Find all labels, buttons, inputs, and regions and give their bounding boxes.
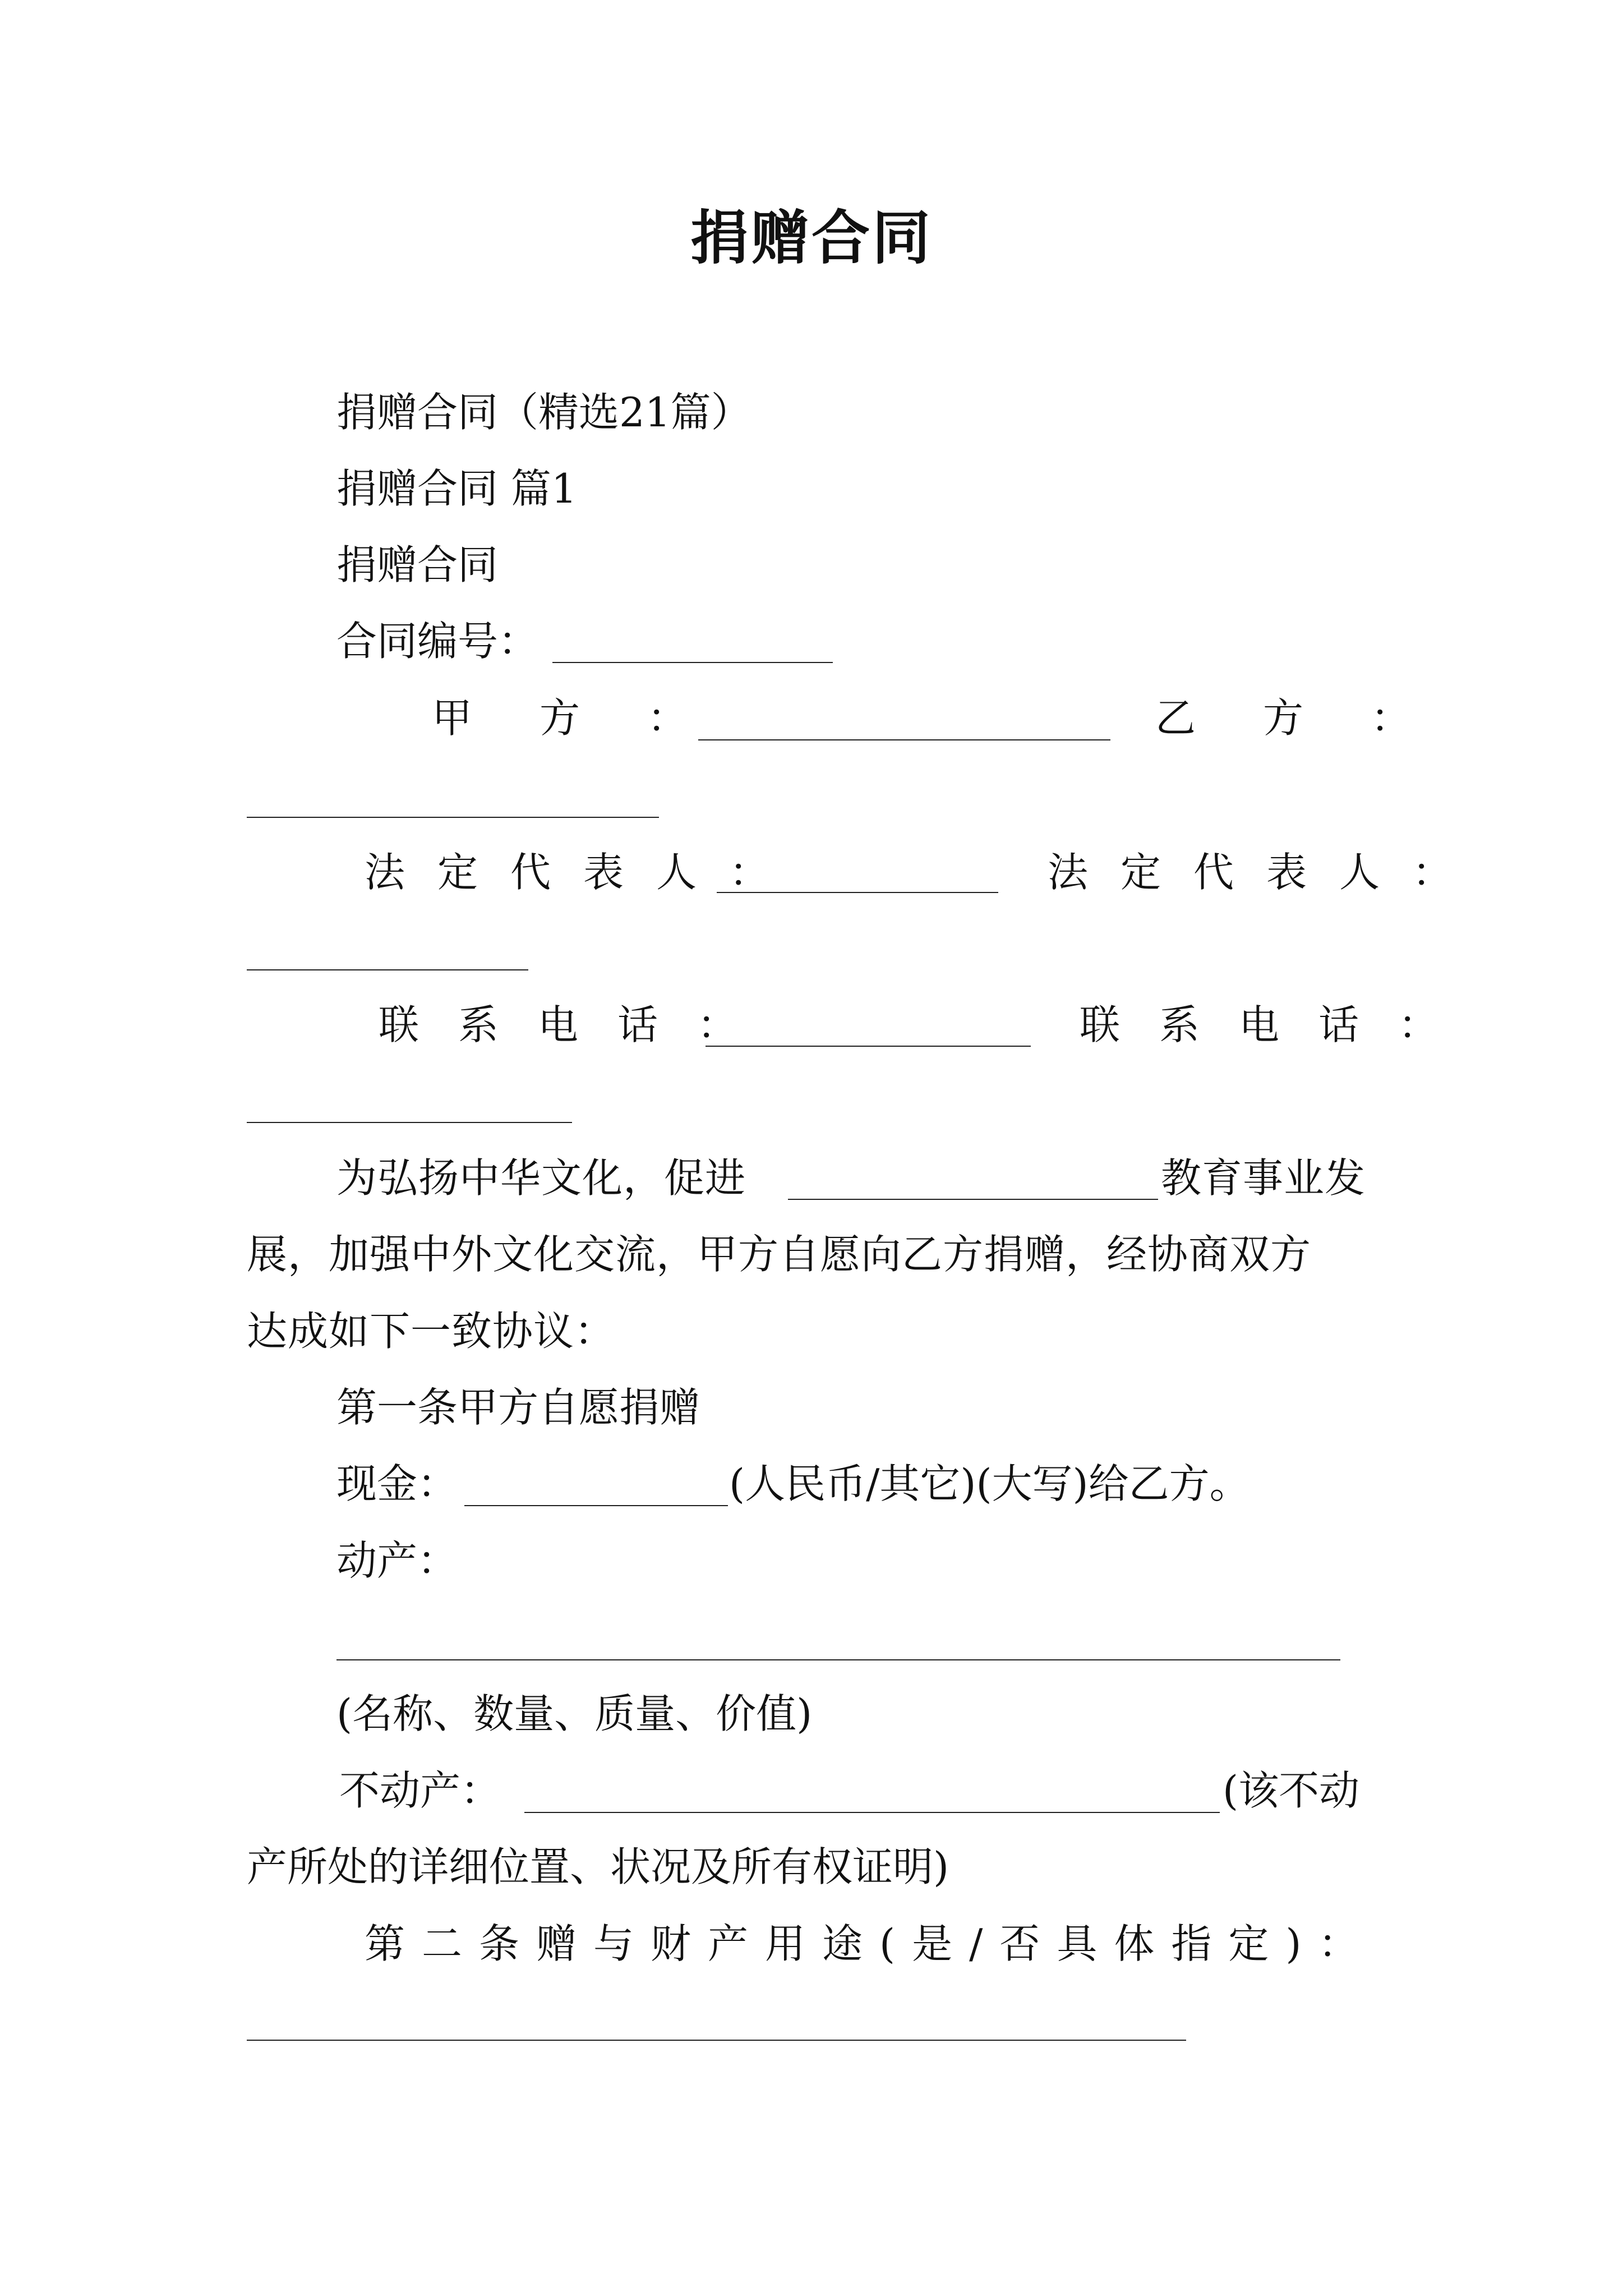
intro-part1: 为弘扬中华文化，促进 (336, 1154, 746, 1202)
phone-a-blank (706, 1046, 1031, 1047)
clause2-title: 第二条赠与财产用途(是/否具体指定)： (365, 1920, 1376, 1967)
legal-rep-a-blank (717, 892, 998, 893)
party-a-label: 甲 方 ： (432, 694, 702, 742)
intro-part2: 教育事业发 (1161, 1154, 1366, 1202)
cash-label: 现金： (336, 1460, 458, 1507)
document-title: 捐赠合同 (690, 203, 933, 272)
document-subtitle: 捐赠合同（精选21篇） (336, 389, 751, 436)
article-heading: 捐赠合同 篇1 (336, 465, 577, 512)
intro-line3: 达成如下一致协议： (247, 1308, 616, 1355)
contract-no-label: 合同编号： (336, 618, 539, 665)
party-b-label: 乙 方 ： (1155, 694, 1425, 742)
cash-suffix: (人民币/其它)(大写)给乙方。 (729, 1460, 1250, 1507)
legal-rep-a-label: 法定代表人： (365, 849, 803, 896)
realty-blank (524, 1812, 1220, 1813)
realty-label: 不动产： (339, 1767, 501, 1814)
phone-b-label: 联系电话： (1080, 1001, 1478, 1048)
legal-rep-b-blank (247, 969, 528, 970)
movable-label: 动产： (336, 1537, 458, 1584)
party-a-blank (698, 739, 1110, 740)
phone-b-blank (247, 1122, 572, 1123)
party-b-blank (247, 817, 659, 818)
realty-line2: 产所处的详细位置、状况及所有权证明) (247, 1843, 949, 1890)
contract-no-blank (552, 662, 833, 663)
phone-a-label: 联系电话： (379, 1001, 777, 1048)
cash-blank (464, 1505, 728, 1506)
realty-suffix: (该不动 (1223, 1767, 1360, 1814)
intro-blank (788, 1199, 1158, 1200)
clause1-title: 第一条甲方自愿捐赠 (336, 1384, 700, 1431)
legal-rep-b-label: 法定代表人： (1048, 849, 1486, 896)
clause2-blank (247, 2040, 1186, 2041)
intro-line2: 展，加强中外文化交流，甲方自愿向乙方捐赠，经协商双方 (247, 1231, 1312, 1278)
contract-name: 捐赠合同 (336, 541, 499, 588)
movable-blank (336, 1659, 1340, 1660)
movable-note: (名称、数量、质量、价值) (336, 1690, 813, 1737)
